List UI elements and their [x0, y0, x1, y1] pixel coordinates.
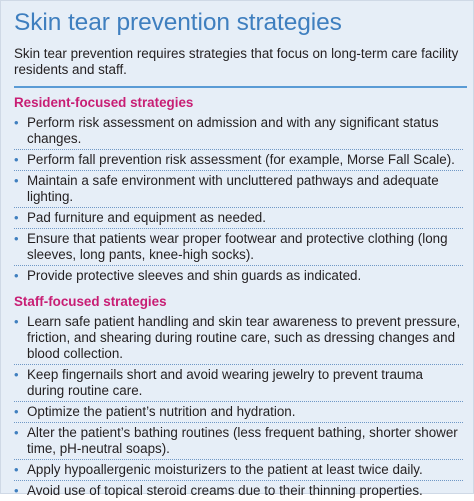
list-item-text: Maintain a safe environment with uncluttered pathways and adequate lighting.	[27, 173, 439, 204]
bullet-icon: •	[14, 314, 19, 329]
list-item	[14, 171, 463, 208]
resident-strategies-list	[14, 113, 463, 286]
resident-strategies-heading: Resident-focused strategies	[14, 95, 194, 110]
list-item	[14, 402, 463, 423]
staff-strategies-heading: Staff-focused strategies	[14, 294, 167, 309]
list-item-text: Perform fall prevention risk assessment (for example, Morse Fall Scale).	[27, 152, 455, 167]
bullet-icon: •	[14, 115, 19, 130]
bullet-icon: •	[14, 152, 19, 167]
intro-text: Skin tear prevention requires strategies that focus on long-term care facility residents and staff.	[14, 46, 459, 77]
list-item-text: Learn safe patient handling and skin tear awareness to prevent pressure, friction, and shearing during routine care, such as dressing changes and blood collection.	[27, 314, 461, 361]
list-item	[14, 229, 463, 266]
list-item	[14, 150, 463, 171]
bullet-icon: •	[14, 173, 19, 188]
list-item	[14, 481, 463, 501]
list-item	[14, 312, 463, 365]
list-item-text: Keep fingernails short and avoid wearing jewelry to prevent trauma during routine care.	[27, 367, 423, 398]
list-item	[14, 423, 463, 460]
list-item-text: Alter the patient’s bathing routines (less frequent bathing, shorter shower time, pH-neutral soaps).	[27, 425, 458, 456]
bullet-icon: •	[14, 462, 19, 477]
bullet-icon: •	[14, 404, 19, 419]
list-item	[14, 460, 463, 481]
staff-strategies-list	[14, 312, 463, 501]
list-item-text: Optimize the patient’s nutrition and hydration.	[27, 404, 296, 419]
list-item	[14, 365, 463, 402]
panel-title: Skin tear prevention strategies	[14, 9, 342, 36]
bullet-icon: •	[14, 425, 19, 440]
list-item-text: Avoid use of topical steroid creams due to their thinning properties.	[27, 483, 423, 498]
list-item	[14, 113, 463, 150]
list-item-text: Provide protective sleeves and shin guards as indicated.	[27, 268, 362, 283]
list-item-text: Apply hypoallergenic moisturizers to the patient at least twice daily.	[27, 462, 423, 477]
list-item-text: Pad furniture and equipment as needed.	[27, 210, 266, 225]
bullet-icon: •	[14, 268, 19, 283]
list-item-text: Ensure that patients wear proper footwear and protective clothing (long sleeves, long pants, knee-high socks).	[27, 231, 448, 262]
list-item	[14, 266, 463, 286]
section-divider	[14, 86, 467, 88]
bullet-icon: •	[14, 483, 19, 498]
list-item-text: Perform risk assessment on admission and with any significant status changes.	[27, 115, 439, 146]
list-item	[14, 208, 463, 229]
bullet-icon: •	[14, 367, 19, 382]
bullet-icon: •	[14, 210, 19, 225]
bullet-icon: •	[14, 231, 19, 246]
